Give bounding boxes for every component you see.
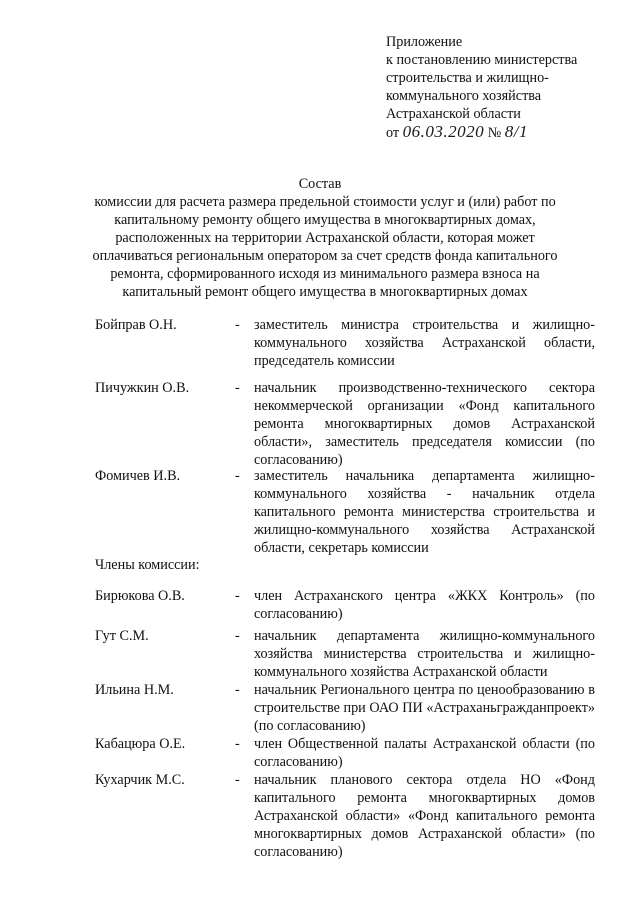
member-role: начальник планового сектора отдела НО «Фонд капитального ремонта многоквартирных домов Астраханской области» «Фонд капитального ремонта многоквартирных домов Астраханской области» (по согласованию) (254, 772, 595, 860)
member-name: Пичужкин О.В. (95, 380, 190, 396)
member-name: Фомичев И.В. (95, 468, 181, 484)
title-line: капитальный ремонт общего имущества в многоквартирных домах (122, 284, 528, 300)
title-line: ремонта, сформированного исходя из минимального размера взноса на (110, 266, 540, 282)
handwritten-number: 8/1 (504, 122, 529, 141)
document-title (80, 193, 570, 301)
appendix-line: к постановлению министерства (386, 52, 578, 68)
dash-separator: - (235, 772, 240, 788)
title-line: капитальному ремонту общего имущества в многоквартирных домах, (114, 212, 536, 228)
member-role: начальник Регионального центра по ценообразованию в строительстве при ОАО ПИ «Астраханьгражданпроект» (по согласованию) (254, 682, 595, 734)
member-role: член Астраханского центра «ЖКХ Контроль» (по согласованию) (254, 588, 595, 622)
member-role: начальник департамента жилищно-коммунального хозяйства министерства строительства и жилищно-коммунального хозяйства Астраханской области (254, 628, 595, 680)
dash-separator: - (235, 317, 240, 333)
member-role: заместитель начальника департамента жилищно-коммунального хозяйства - начальник отдела капитального ремонта министерства строительства и жилищно-коммунального хозяйства Астраханской области, секретарь комиссии (254, 468, 595, 556)
member-role: заместитель министра строительства и жилищно-коммунального хозяйства Астраханской области, председатель комиссии (254, 317, 595, 369)
member-name: Гут С.М. (95, 628, 149, 644)
appendix-line: строительства и жилищно- (386, 70, 549, 86)
appendix-line: Астраханской области (386, 106, 521, 122)
member-name: Кабацюра О.Е. (95, 736, 186, 752)
member-role: начальник производственно-технического сектора некоммерческой организации «Фонд капитального ремонта многоквартирных домов Астраханской области», заместитель председателя комиссии (по согласованию) (254, 380, 595, 468)
member-name: Ильина Н.М. (95, 682, 174, 698)
title-line: оплачиваться региональным оператором за счет средств фонда капитального (92, 248, 558, 264)
member-name: Кухарчик М.С. (95, 772, 185, 788)
member-role: член Общественной палаты Астраханской области (по согласованию) (254, 736, 595, 770)
appendix-line: Приложение (386, 34, 463, 50)
title-line: комиссии для расчета размера предельной стоимости услуг и (или) работ по (94, 194, 556, 210)
dash-separator: - (235, 468, 240, 484)
members-heading: Члены комиссии: (95, 557, 200, 573)
document-heading: Состав (298, 176, 342, 192)
member-name: Бойправ О.Н. (95, 317, 177, 333)
appendix-date-line (386, 123, 626, 142)
appendix-header (386, 33, 626, 142)
member-name: Бирюкова О.В. (95, 588, 185, 604)
handwritten-date: 06.03.2020 (402, 122, 485, 141)
appendix-line: коммунального хозяйства (386, 88, 542, 104)
dash-separator: - (235, 736, 240, 752)
dash-separator: - (235, 628, 240, 644)
dash-separator: - (235, 380, 240, 396)
dash-separator: - (235, 682, 240, 698)
date-prefix: от (386, 125, 400, 141)
dash-separator: - (235, 588, 240, 604)
number-prefix: № (487, 125, 502, 141)
title-line: расположенных на территории Астраханской области, которая может (115, 230, 535, 246)
